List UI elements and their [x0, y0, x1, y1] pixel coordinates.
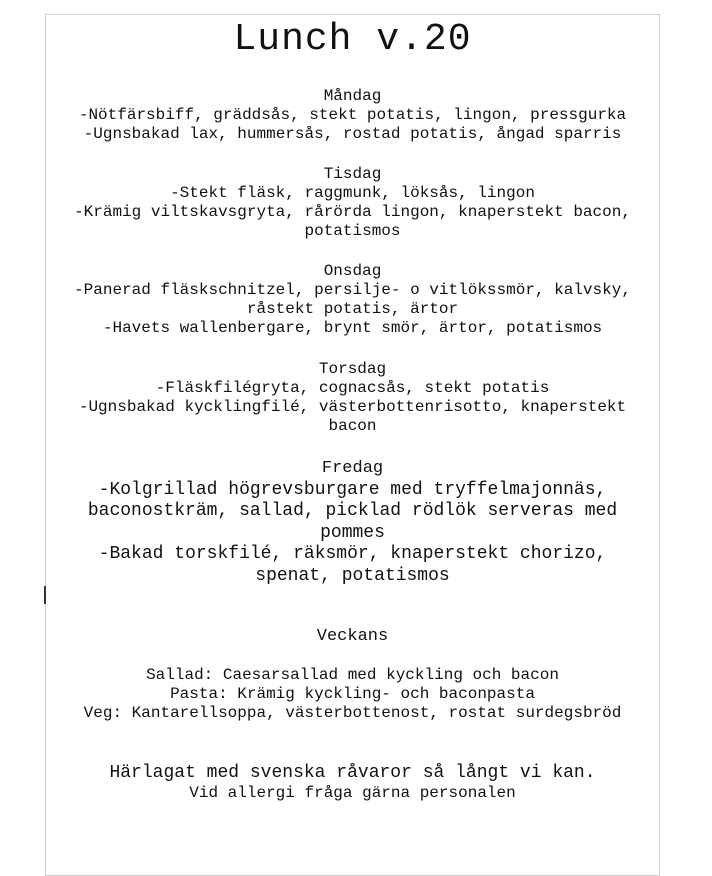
- day-name: Onsdag: [323, 262, 382, 280]
- dish-line: -Fläskfilégryta, cognacsås, stekt potatis: [155, 379, 550, 397]
- dish-line: -Ugnsbakad lax, hummersås, rostad potatis, ångad sparris: [83, 125, 622, 143]
- dish-line: baconostkräm, sallad, picklad rödlök serveras med: [87, 501, 618, 521]
- dish-line: potatismos: [304, 222, 401, 240]
- day-monday: [46, 87, 659, 144]
- weekly-line: Sallad: Caesarsallad med kyckling och bacon: [146, 666, 559, 684]
- weekly-line: Pasta: Krämig kyckling- och baconpasta: [170, 685, 535, 703]
- day-name: Torsdag: [318, 360, 387, 378]
- day-friday: [46, 458, 659, 587]
- dish-line: -Panerad fläskschnitzel, persilje- o vitlökssmör, kalvsky,: [74, 281, 631, 299]
- footer-allergy-note: Vid allergi fråga gärna personalen: [189, 784, 516, 802]
- dish-line: pommes: [320, 522, 385, 543]
- dish-line: -Nötfärsbiff, gräddsås, stekt potatis, lingon, pressgurka: [78, 106, 627, 124]
- dish-line: -Bakad torskfilé, räksmör, knaperstekt chorizo,: [98, 544, 607, 564]
- dish-line: råstekt potatis, ärtor: [246, 300, 459, 318]
- dish-line: -Havets wallenbergare, brynt smör, ärtor, potatismos: [102, 319, 603, 337]
- day-thursday: [46, 360, 659, 436]
- menu-title: Lunch v.20: [233, 18, 472, 61]
- menu-footer: [46, 762, 659, 803]
- day-name: Tisdag: [323, 165, 382, 183]
- day-wednesday: [46, 262, 659, 338]
- footer-main-text: Härlagat med svenska råvaror så långt vi kan.: [109, 763, 596, 783]
- dish-line: spenat, potatismos: [255, 565, 450, 586]
- dish-line: -Kolgrillad högrevsburgare med tryffelmajonnäs,: [98, 479, 607, 500]
- dish-line: -Ugnsbakad kycklingfilé, västerbottenrisotto, knaperstekt: [78, 398, 627, 416]
- day-name: Måndag: [323, 87, 382, 105]
- menu-page: [45, 14, 660, 876]
- day-name: Fredag: [321, 459, 384, 478]
- dish-line: -Krämig viltskavsgryta, rårörda lingon, knaperstekt bacon,: [74, 203, 631, 221]
- weekly-specials: [46, 627, 659, 723]
- dish-line: bacon: [328, 417, 377, 435]
- weekly-heading: Veckans: [316, 627, 389, 646]
- weekly-line: Veg: Kantarellsoppa, västerbottenost, rostat surdegsbröd: [83, 704, 622, 722]
- day-tuesday: [46, 165, 659, 241]
- dish-line: -Stekt fläsk, raggmunk, löksås, lingon: [170, 184, 535, 202]
- margin-mark: [44, 586, 46, 604]
